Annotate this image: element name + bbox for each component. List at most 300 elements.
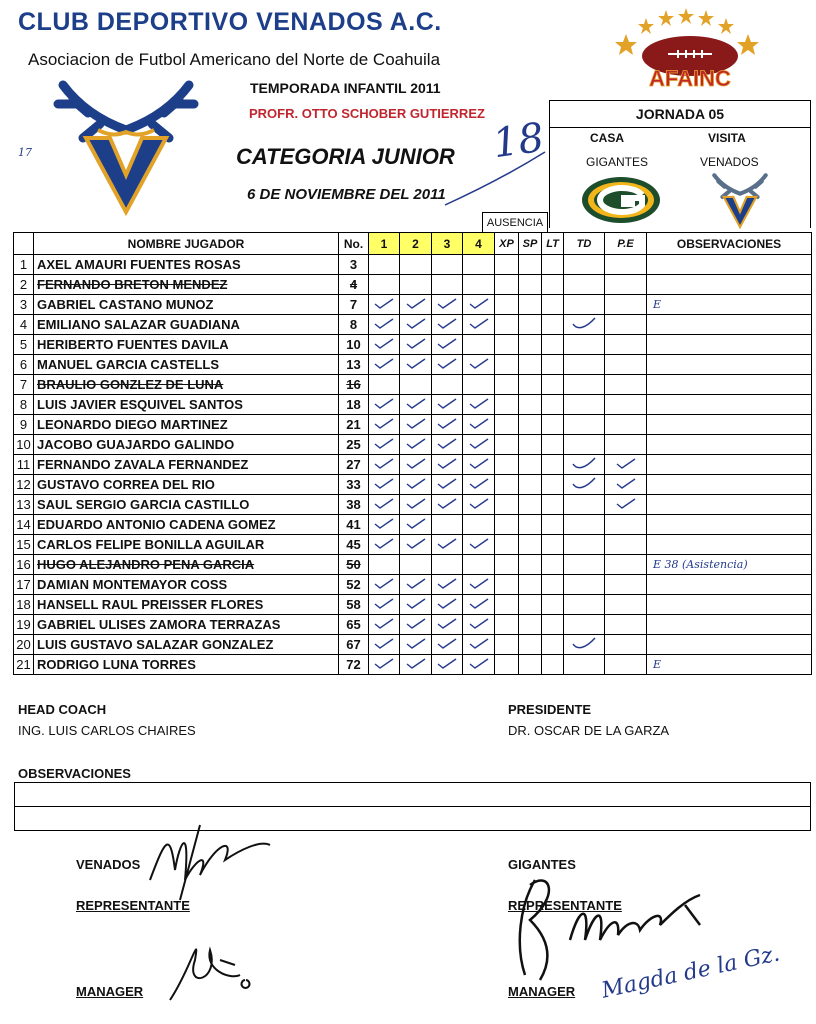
- quarter-cell-1: [369, 295, 400, 315]
- table-row: [14, 655, 812, 675]
- td-cell: [564, 595, 605, 615]
- td-cell: [564, 255, 605, 275]
- observation-cell: [647, 415, 812, 435]
- player-number: 41: [339, 515, 369, 535]
- quarter-cell-3: [432, 555, 463, 575]
- quarter-cell-2: [400, 315, 432, 335]
- player-name: HANSELL RAUL PREISSER FLORES: [34, 595, 339, 615]
- lt-cell: [542, 255, 564, 275]
- check-mark-icon: [373, 358, 395, 373]
- handwritten-stroke: [440, 150, 550, 210]
- row-index: 19: [14, 615, 34, 635]
- lt-cell: [542, 615, 564, 635]
- quarter-cell-2: [400, 415, 432, 435]
- table-row: [14, 415, 812, 435]
- check-mark-icon: [468, 398, 490, 413]
- player-number: 10: [339, 335, 369, 355]
- pe-cell: [605, 555, 647, 575]
- quarter-cell-4: [463, 295, 495, 315]
- quarter-cell-1: [369, 655, 400, 675]
- xp-cell: [495, 615, 519, 635]
- check-mark-icon: [468, 358, 490, 373]
- handwritten-manager-name: Magda de la Gz.: [599, 941, 782, 1004]
- sp-cell: [519, 515, 542, 535]
- td-cell: [564, 335, 605, 355]
- player-number: 3: [339, 255, 369, 275]
- quarter-cell-3: [432, 395, 463, 415]
- sp-cell: [519, 375, 542, 395]
- lt-cell: [542, 495, 564, 515]
- home-team: GIGANTES: [586, 155, 649, 169]
- venados-manager-label: MANAGER: [76, 984, 144, 999]
- pe-cell: [605, 295, 647, 315]
- pe-cell: [605, 475, 647, 495]
- quarter-cell-3: [432, 375, 463, 395]
- row-index: 3: [14, 295, 34, 315]
- lt-cell: [542, 575, 564, 595]
- quarter-cell-3: [432, 495, 463, 515]
- xp-cell: [495, 295, 519, 315]
- td-cell: [564, 575, 605, 595]
- table-row: [14, 555, 812, 575]
- season-title: TEMPORADA INFANTIL 2011: [250, 80, 441, 96]
- pe-cell: [605, 535, 647, 555]
- td-cell: [564, 295, 605, 315]
- header-q3: 3: [432, 233, 463, 255]
- check-mark-icon: [468, 498, 490, 513]
- check-mark-icon: [405, 418, 427, 433]
- pe-mark-icon: [615, 498, 637, 513]
- sp-cell: [519, 575, 542, 595]
- xp-cell: [495, 275, 519, 295]
- td-mark-icon: [569, 459, 599, 474]
- check-mark-icon: [468, 298, 490, 313]
- quarter-cell-2: [400, 595, 432, 615]
- packers-g-logo: [580, 175, 662, 225]
- quarter-cell-4: [463, 275, 495, 295]
- check-mark-icon: [436, 318, 458, 333]
- header-observations: OBSERVACIONES: [647, 233, 812, 255]
- check-mark-icon: [373, 638, 395, 653]
- quarter-cell-1: [369, 535, 400, 555]
- check-mark-icon: [373, 298, 395, 313]
- sp-cell: [519, 555, 542, 575]
- td-cell: [564, 555, 605, 575]
- jornada-box: [549, 100, 811, 228]
- td-cell: [564, 495, 605, 515]
- quarter-cell-2: [400, 455, 432, 475]
- player-name: DAMIAN MONTEMAYOR COSS: [34, 575, 339, 595]
- quarter-cell-4: [463, 535, 495, 555]
- sp-cell: [519, 295, 542, 315]
- td-cell: [564, 275, 605, 295]
- quarter-cell-4: [463, 595, 495, 615]
- td-mark-icon: [569, 319, 599, 334]
- check-mark-icon: [373, 318, 395, 333]
- player-number: 58: [339, 595, 369, 615]
- check-mark-icon: [436, 638, 458, 653]
- player-name: EMILIANO SALAZAR GUADIANA: [34, 315, 339, 335]
- table-row: [14, 475, 812, 495]
- td-cell: [564, 515, 605, 535]
- category-title: CATEGORIA JUNIOR: [236, 144, 455, 169]
- observation-cell: [647, 575, 812, 595]
- observation-cell: [647, 595, 812, 615]
- player-number: 25: [339, 435, 369, 455]
- pe-cell: [605, 635, 647, 655]
- check-mark-icon: [436, 498, 458, 513]
- pe-cell: [605, 335, 647, 355]
- xp-cell: [495, 655, 519, 675]
- check-mark-icon: [436, 338, 458, 353]
- check-mark-icon: [436, 298, 458, 313]
- president-label: PRESIDENTE: [508, 702, 592, 717]
- td-cell: [564, 455, 605, 475]
- afainc-logo-text: AFAINC: [649, 66, 731, 91]
- jornada-title: JORNADA 05: [550, 101, 810, 128]
- player-name: CARLOS FELIPE BONILLA AGUILAR: [34, 535, 339, 555]
- observation-cell: [647, 315, 812, 335]
- lt-cell: [542, 475, 564, 495]
- player-name: JACOBO GUAJARDO GALINDO: [34, 435, 339, 455]
- quarter-cell-4: [463, 515, 495, 535]
- venados-rep-signature: [140, 820, 280, 910]
- quarter-cell-2: [400, 495, 432, 515]
- check-mark-icon: [436, 618, 458, 633]
- association-name: Asociacion de Futbol Americano del Norte de Coahuila: [28, 50, 441, 69]
- observation-cell: [647, 375, 812, 395]
- player-name: SAUL SERGIO GARCIA CASTILLO: [34, 495, 339, 515]
- table-row: [14, 615, 812, 635]
- sp-cell: [519, 475, 542, 495]
- gigantes-representante-label: REPRESENTANTE: [508, 898, 622, 913]
- table-row: [14, 515, 812, 535]
- player-number: 8: [339, 315, 369, 335]
- check-mark-icon: [468, 538, 490, 553]
- quarter-cell-2: [400, 635, 432, 655]
- row-index: 18: [14, 595, 34, 615]
- player-name: LEONARDO DIEGO MARTINEZ: [34, 415, 339, 435]
- observation-cell: [647, 395, 812, 415]
- td-cell: [564, 635, 605, 655]
- pe-cell: [605, 415, 647, 435]
- quarter-cell-2: [400, 275, 432, 295]
- observation-cell: [647, 635, 812, 655]
- observation-cell: E 38 (Asistencia): [647, 555, 812, 575]
- player-number: 16: [339, 375, 369, 395]
- observation-cell: [647, 355, 812, 375]
- quarter-cell-3: [432, 335, 463, 355]
- quarter-cell-1: [369, 435, 400, 455]
- sp-cell: [519, 435, 542, 455]
- check-mark-icon: [405, 338, 427, 353]
- table-row: [14, 595, 812, 615]
- quarter-cell-2: [400, 515, 432, 535]
- quarter-cell-3: [432, 455, 463, 475]
- player-name: GUSTAVO CORREA DEL RIO: [34, 475, 339, 495]
- sp-cell: [519, 455, 542, 475]
- coach-line: PROFR. OTTO SCHOBER GUTIERREZ: [249, 106, 485, 121]
- quarter-cell-1: [369, 575, 400, 595]
- roster-header-row: [14, 233, 812, 255]
- row-index: 21: [14, 655, 34, 675]
- observation-cell: [647, 515, 812, 535]
- lt-cell: [542, 275, 564, 295]
- row-index: 12: [14, 475, 34, 495]
- quarter-cell-1: [369, 415, 400, 435]
- check-mark-icon: [405, 518, 427, 533]
- xp-cell: [495, 555, 519, 575]
- sp-cell: [519, 535, 542, 555]
- check-mark-icon: [373, 618, 395, 633]
- lt-cell: [542, 515, 564, 535]
- header-index: [14, 233, 34, 255]
- quarter-cell-2: [400, 655, 432, 675]
- table-row: [14, 635, 812, 655]
- table-row: [14, 455, 812, 475]
- quarter-cell-1: [369, 375, 400, 395]
- pe-cell: [605, 595, 647, 615]
- check-mark-icon: [436, 418, 458, 433]
- td-cell: [564, 395, 605, 415]
- check-mark-icon: [436, 578, 458, 593]
- check-mark-icon: [405, 458, 427, 473]
- row-index: 15: [14, 535, 34, 555]
- header-q1: 1: [369, 233, 400, 255]
- check-mark-icon: [373, 478, 395, 493]
- player-name: MANUEL GARCIA CASTELLS: [34, 355, 339, 375]
- check-mark-icon: [405, 598, 427, 613]
- quarter-cell-2: [400, 335, 432, 355]
- quarter-cell-3: [432, 535, 463, 555]
- xp-cell: [495, 495, 519, 515]
- quarter-cell-3: [432, 575, 463, 595]
- check-mark-icon: [468, 478, 490, 493]
- sp-cell: [519, 255, 542, 275]
- away-label: VISITA: [708, 131, 746, 145]
- quarter-cell-1: [369, 475, 400, 495]
- observation-cell: [647, 495, 812, 515]
- sp-cell: [519, 315, 542, 335]
- pe-cell: [605, 275, 647, 295]
- club-title: CLUB DEPORTIVO VENADOS A.C.: [18, 8, 442, 36]
- sp-cell: [519, 615, 542, 635]
- quarter-cell-4: [463, 475, 495, 495]
- pe-cell: [605, 395, 647, 415]
- lt-cell: [542, 395, 564, 415]
- check-mark-icon: [405, 398, 427, 413]
- quarter-cell-2: [400, 295, 432, 315]
- check-mark-icon: [405, 318, 427, 333]
- player-name: AXEL AMAURI FUENTES ROSAS: [34, 255, 339, 275]
- lt-cell: [542, 295, 564, 315]
- lt-cell: [542, 535, 564, 555]
- quarter-cell-1: [369, 315, 400, 335]
- pe-mark-icon: [615, 458, 637, 473]
- player-name: RODRIGO LUNA TORRES: [34, 655, 339, 675]
- observation-cell: [647, 455, 812, 475]
- quarter-cell-4: [463, 655, 495, 675]
- pe-cell: [605, 435, 647, 455]
- check-mark-icon: [405, 638, 427, 653]
- header-pe: P.E: [605, 233, 647, 255]
- row-index: 2: [14, 275, 34, 295]
- table-row: [14, 275, 812, 295]
- quarter-cell-3: [432, 355, 463, 375]
- player-name: FERNANDO BRETON MENDEZ: [34, 275, 339, 295]
- venados-label: VENADOS: [76, 857, 141, 872]
- quarter-cell-4: [463, 255, 495, 275]
- check-mark-icon: [436, 658, 458, 673]
- table-row: [14, 535, 812, 555]
- check-mark-icon: [405, 478, 427, 493]
- afainc-logo: [608, 6, 773, 98]
- player-number: 45: [339, 535, 369, 555]
- lt-cell: [542, 375, 564, 395]
- check-mark-icon: [468, 318, 490, 333]
- home-label: CASA: [590, 131, 625, 145]
- quarter-cell-1: [369, 555, 400, 575]
- player-number: 50: [339, 555, 369, 575]
- xp-cell: [495, 475, 519, 495]
- player-name: GABRIEL CASTANO MUNOZ: [34, 295, 339, 315]
- player-number: 7: [339, 295, 369, 315]
- player-name: LUIS GUSTAVO SALAZAR GONZALEZ: [34, 635, 339, 655]
- player-number: 65: [339, 615, 369, 635]
- venados-antler-logo: [28, 80, 224, 216]
- check-mark-icon: [468, 578, 490, 593]
- pe-cell: [605, 455, 647, 475]
- quarter-cell-2: [400, 355, 432, 375]
- xp-cell: [495, 635, 519, 655]
- quarter-cell-4: [463, 415, 495, 435]
- check-mark-icon: [468, 638, 490, 653]
- lt-cell: [542, 335, 564, 355]
- check-mark-icon: [373, 658, 395, 673]
- table-row: [14, 335, 812, 355]
- head-coach-label: HEAD COACH: [18, 702, 107, 717]
- sp-cell: [519, 635, 542, 655]
- check-mark-icon: [468, 658, 490, 673]
- check-mark-icon: [405, 298, 427, 313]
- td-cell: [564, 415, 605, 435]
- quarter-cell-1: [369, 255, 400, 275]
- quarter-cell-1: [369, 635, 400, 655]
- observation-cell: [647, 255, 812, 275]
- quarter-cell-2: [400, 435, 432, 455]
- check-mark-icon: [405, 538, 427, 553]
- quarter-cell-4: [463, 375, 495, 395]
- player-number: 72: [339, 655, 369, 675]
- quarter-cell-2: [400, 375, 432, 395]
- check-mark-icon: [405, 658, 427, 673]
- player-name: EDUARDO ANTONIO CADENA GOMEZ: [34, 515, 339, 535]
- check-mark-icon: [468, 598, 490, 613]
- pe-cell: [605, 315, 647, 335]
- quarter-cell-3: [432, 475, 463, 495]
- player-name: HERIBERTO FUENTES DAVILA: [34, 335, 339, 355]
- table-row: [14, 255, 812, 275]
- xp-cell: [495, 455, 519, 475]
- row-index: 14: [14, 515, 34, 535]
- row-index: 8: [14, 395, 34, 415]
- gigantes-rep-signature: [500, 865, 720, 995]
- pe-cell: [605, 255, 647, 275]
- xp-cell: [495, 575, 519, 595]
- header-lt: LT: [542, 233, 564, 255]
- quarter-cell-4: [463, 555, 495, 575]
- row-index: 13: [14, 495, 34, 515]
- table-row: [14, 435, 812, 455]
- check-mark-icon: [436, 598, 458, 613]
- pe-cell: [605, 355, 647, 375]
- quarter-cell-1: [369, 515, 400, 535]
- quarter-cell-2: [400, 555, 432, 575]
- xp-cell: [495, 255, 519, 275]
- quarter-cell-4: [463, 315, 495, 335]
- check-mark-icon: [436, 538, 458, 553]
- sp-cell: [519, 275, 542, 295]
- sp-cell: [519, 335, 542, 355]
- lt-cell: [542, 595, 564, 615]
- quarter-cell-4: [463, 615, 495, 635]
- quarter-cell-3: [432, 655, 463, 675]
- td-mark-icon: [569, 639, 599, 654]
- pe-cell: [605, 375, 647, 395]
- check-mark-icon: [373, 578, 395, 593]
- player-number: 21: [339, 415, 369, 435]
- check-mark-icon: [436, 438, 458, 453]
- quarter-cell-1: [369, 595, 400, 615]
- quarter-cell-3: [432, 595, 463, 615]
- quarter-cell-2: [400, 395, 432, 415]
- table-row: [14, 355, 812, 375]
- header-sp: SP: [519, 233, 542, 255]
- check-mark-icon: [436, 398, 458, 413]
- table-row: [14, 315, 812, 335]
- pe-cell: [605, 655, 647, 675]
- pe-cell: [605, 515, 647, 535]
- pe-cell: [605, 575, 647, 595]
- table-row: [14, 575, 812, 595]
- header-q2: 2: [400, 233, 432, 255]
- lt-cell: [542, 315, 564, 335]
- td-cell: [564, 375, 605, 395]
- president-name: DR. OSCAR DE LA GARZA: [508, 723, 670, 738]
- quarter-cell-4: [463, 435, 495, 455]
- venados-small-logo: [700, 173, 780, 229]
- lt-cell: [542, 635, 564, 655]
- check-mark-icon: [373, 538, 395, 553]
- lt-cell: [542, 415, 564, 435]
- quarter-cell-1: [369, 395, 400, 415]
- quarter-cell-4: [463, 355, 495, 375]
- check-mark-icon: [373, 398, 395, 413]
- quarter-cell-4: [463, 455, 495, 475]
- row-index: 16: [14, 555, 34, 575]
- check-mark-icon: [468, 438, 490, 453]
- sp-cell: [519, 655, 542, 675]
- gigantes-label: GIGANTES: [508, 857, 576, 872]
- check-mark-icon: [405, 578, 427, 593]
- observation-cell: [647, 335, 812, 355]
- row-index: 5: [14, 335, 34, 355]
- player-name: GABRIEL ULISES ZAMORA TERRAZAS: [34, 615, 339, 635]
- quarter-cell-3: [432, 635, 463, 655]
- table-row: [14, 375, 812, 395]
- check-mark-icon: [468, 418, 490, 433]
- row-index: 10: [14, 435, 34, 455]
